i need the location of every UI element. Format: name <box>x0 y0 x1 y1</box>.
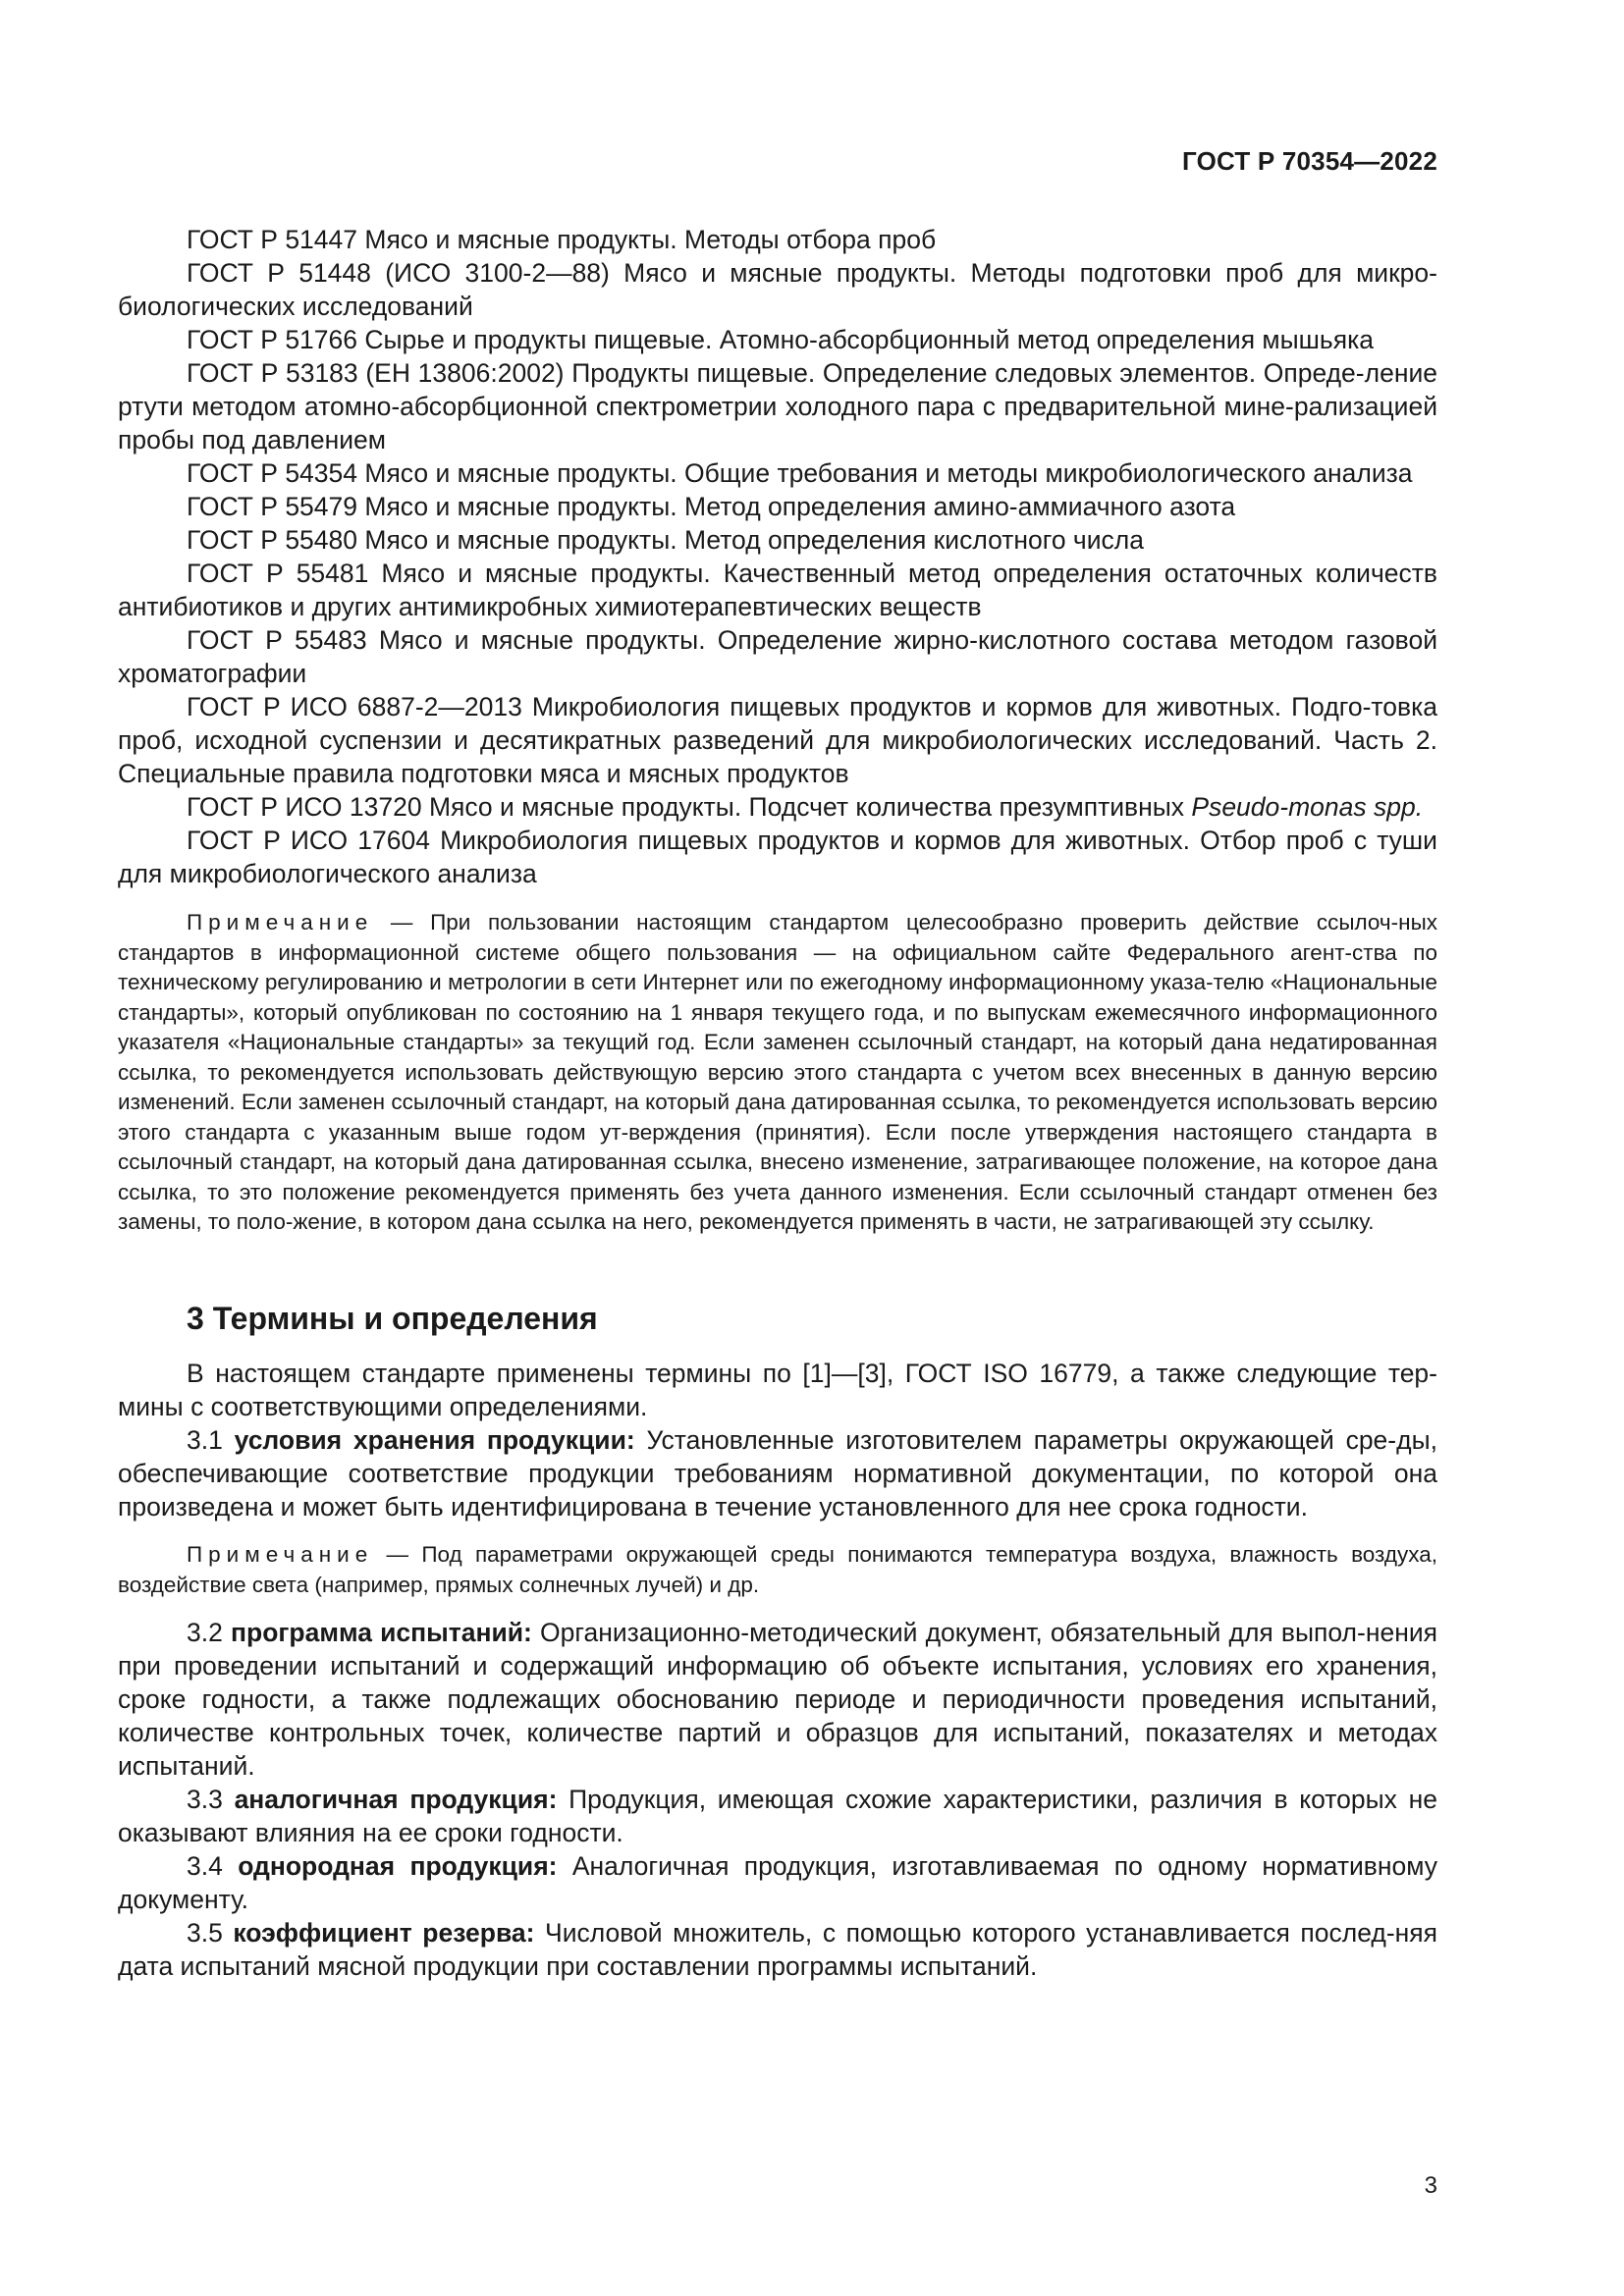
reference-item: ГОСТ Р 51448 (ИСО 3100-2—88) Мясо и мясные продукты. Методы подготовки проб для микро-биологических исследований <box>118 258 1437 321</box>
term-definition-3-2 <box>118 1616 1437 1783</box>
term-name: аналогичная продукция: <box>234 1784 558 1814</box>
term-definition: Числовой множитель, с помощью которого устанавливается послед-няя дата испытаний мясной продукции при составлении программы испытаний. <box>118 1917 1437 1981</box>
term-number: 3.5 <box>187 1917 234 1948</box>
reference-item: ГОСТ Р 55480 Мясо и мясные продукты. Метод определения кислотного числа <box>187 525 1144 555</box>
reference-item: ГОСТ Р 54354 Мясо и мясные продукты. Общие требования и методы микробиологического анализа <box>187 458 1413 488</box>
term-number: 3.2 <box>187 1617 231 1647</box>
reference-item: ГОСТ Р ИСО 17604 Микробиология пищевых продуктов и кормов для животных. Отбор проб с туши для микробиологического анализа <box>118 826 1437 888</box>
reference-item: ГОСТ Р 55483 Мясо и мясные продукты. Определение жирно-кислотного состава методом газовой хроматографии <box>118 625 1437 688</box>
reference-item: ГОСТ Р 51766 Сырье и продукты пищевые. Атомно-абсорбционный метод определения мышьяка <box>187 325 1374 354</box>
term-definition: Организационно-методический документ, обязательный для выпол-нения при проведении испытаний и содержащий информацию об объекте испытания, условиях его хранения, сроке годности, а также подлежащих обоснованию периоде и периодичности проведения испытаний, количестве контрольных точек, количестве партий и образцов для испытаний, показателях и методах испытаний. <box>118 1617 1438 1781</box>
term-name: однородная продукция: <box>238 1850 558 1881</box>
term-definition: Продукция, имеющая схожие характеристики, различия в которых не оказывают влияния на ее сроки годности. <box>118 1784 1437 1847</box>
reference-item: ГОСТ Р 55481 Мясо и мясные продукты. Качественный метод определения остаточных количеств антибиотиков и других антимикробных химиотерапевтических веществ <box>118 559 1437 621</box>
note-text: — При пользовании настоящим стандартом целесообразно проверить действие ссылоч-ных стандартов в информационной системе общего пользования — на официальном сайте Федерального агент-ства по техническому регулированию и метрологии в сети Интернет или по ежегодному информационному указа-телю «Национальные стандарты», который опубликован по состоянию на 1 января текущего года, и по выпускам ежемесячного информационного указателя «Национальные стандарты» за текущий год. Если заменен ссылочный стандарт, на который дана недатированная ссылка, то рекомендуется использовать действующую версию этого стандарта с учетом всех внесенных в данную версию изменений. Если заменен ссылочный стандарт, на который дана датированная ссылка, то рекомендуется использовать версию этого стандарта с указанным выше годом ут-верждения (принятия). Если после утверждения настоящего стандарта в ссылочный стандарт, на который дана датированная ссылка, внесено изменение, затрагивающее положение, на которое дана ссылка, то это положение рекомендуется применять без учета данного изменения. Если ссылочный стандарт отменен без замены, то поло-жение, в котором дана ссылка на него, рекомендуется применять в части, не затрагивающей эту ссылку. <box>118 910 1437 1234</box>
term-definition: Аналогичная продукция, изготавливаемая по одному нормативному документу. <box>118 1850 1437 1914</box>
reference-item: ГОСТ Р ИСО 6887-2—2013 Микробиология пищевых продуктов и кормов для животных. Подго-товка проб, исходной суспензии и десятикратных разведений для микробиологических исследований. Часть 2. Специальные правила подготовки мяса и мясных продуктов <box>118 692 1437 788</box>
reference-item: ГОСТ Р 53183 (ЕН 13806:2002) Продукты пищевые. Определение следовых элементов. Опреде-ление ртути методом атомно-абсорбционной спектрометрии холодного пара с предварительной мине-рализацией пробы под давлением <box>118 358 1437 454</box>
term-note <box>118 1539 1437 1600</box>
page-content <box>118 223 1437 1983</box>
reference-item: ГОСТ Р 51447 Мясо и мясные продукты. Методы отбора проб <box>187 225 937 254</box>
term-name: коэффициент резерва: <box>233 1917 535 1948</box>
term-definition-3-4 <box>118 1849 1437 1916</box>
term-definition: Установленные изготовителем параметры окружающей сре-ды, обеспечивающие соответствие продукции требованиям нормативной документации, по которой она произведена и может быть идентифицирована в течение установленного для нее срока годности. <box>118 1424 1437 1522</box>
reference-text: ГОСТ Р ИСО 13720 Мясо и мясные продукты. Подсчет количества презумптивных <box>187 792 1192 822</box>
reference-item: ГОСТ Р 55479 Мясо и мясные продукты. Метод определения амино-аммиачного азота <box>187 492 1236 521</box>
page-number: 3 <box>1424 2172 1437 2199</box>
term-number: 3.4 <box>187 1850 239 1881</box>
term-definition-3-5 <box>118 1916 1437 1983</box>
term-definition-3-1 <box>118 1423 1437 1523</box>
term-number: 3.3 <box>187 1784 235 1814</box>
note-text: — Под параметрами окружающей среды понимаются температура воздуха, влажность воздуха, воздействие света (например, прямых солнечных лучей) и др. <box>118 1541 1437 1597</box>
term-number: 3.1 <box>187 1424 235 1455</box>
section-intro: В настоящем стандарте применены термины по [1]—[3], ГОСТ ISO 16779, а также следующие тер-мины с соответствующими определениями. <box>118 1358 1437 1421</box>
section-title: 3 Термины и определения <box>187 1300 598 1336</box>
reference-item-13720 <box>118 790 1437 824</box>
note-label: Примечание <box>187 910 374 934</box>
references-note <box>118 908 1437 1238</box>
note-label: Примечание <box>187 1541 374 1567</box>
term-name: программа испытаний: <box>231 1617 532 1647</box>
term-name: условия хранения продукции: <box>234 1424 635 1455</box>
document-id-header: ГОСТ Р 70354—2022 <box>1182 146 1437 176</box>
term-definition-3-3 <box>118 1783 1437 1849</box>
reference-italic-species: Pseudo-monas spp. <box>1191 792 1424 822</box>
